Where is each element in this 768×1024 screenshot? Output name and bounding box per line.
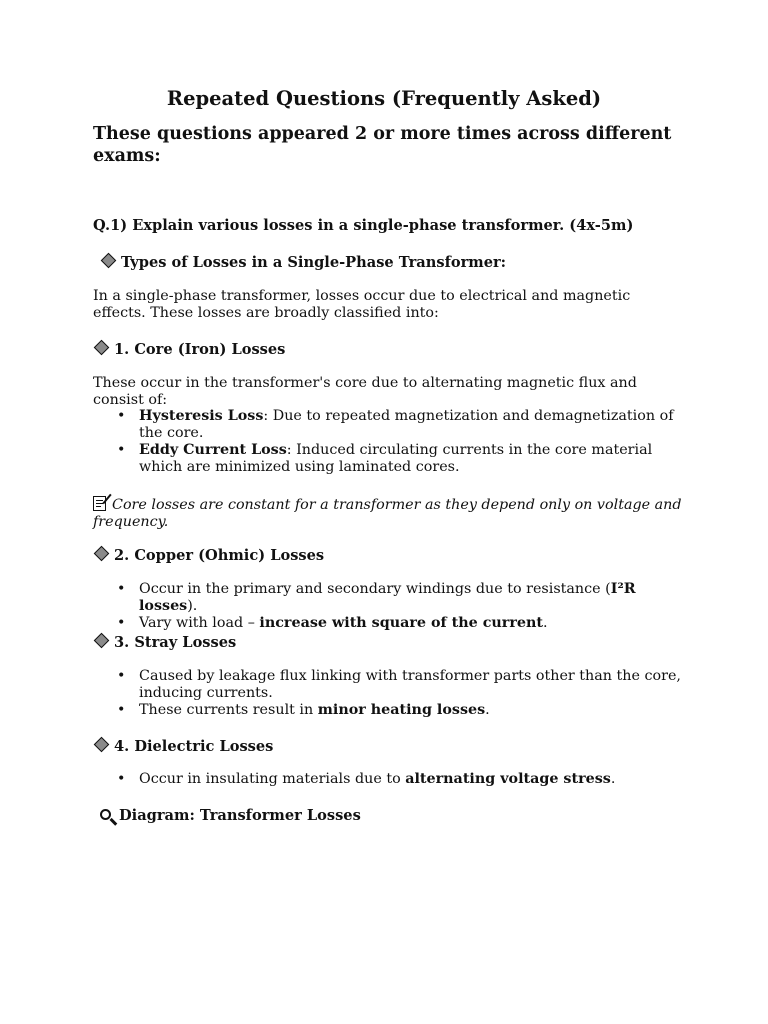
list-item bbox=[93, 668, 683, 702]
intro-paragraph: In a single-phase transformer, losses occur due to electrical and magnetic effects. These losses are broadly classified into: bbox=[93, 288, 631, 321]
dielectric-item1-text: Occur in insulating materials due to bbox=[139, 771, 406, 787]
core-losses-heading bbox=[93, 340, 285, 360]
diamond-icon bbox=[94, 737, 110, 753]
list-item bbox=[93, 442, 683, 476]
diamond-icon bbox=[94, 340, 110, 356]
copper-item1-text: Occur in the primary and secondary windings due to resistance ( bbox=[139, 581, 611, 597]
types-heading bbox=[100, 253, 506, 273]
core-losses-heading-text: 1. Core (Iron) Losses bbox=[114, 341, 286, 358]
stray-item1-text: Caused by leakage flux linking with transformer parts other than the core, inducing currents. bbox=[139, 668, 681, 701]
list-item bbox=[93, 581, 683, 615]
bullet: • bbox=[117, 668, 126, 684]
stray-losses-heading-text: 3. Stray Losses bbox=[114, 634, 237, 651]
page-subtitle: These questions appeared 2 or more times across different exams: bbox=[93, 124, 672, 166]
copper-losses-list bbox=[93, 581, 683, 632]
copper-item2-text: Vary with load – bbox=[139, 615, 260, 631]
copper-item2-end: . bbox=[542, 615, 548, 631]
diagram-heading-text: Diagram: Transformer Losses bbox=[119, 807, 361, 824]
hysteresis-text: : Due to repeated magnetization and demagnetization of the core. bbox=[139, 408, 674, 441]
stray-item2-bold: minor heating losses bbox=[317, 702, 486, 718]
copper-item1-bold: I²R losses bbox=[139, 581, 636, 614]
copper-item1-end: ). bbox=[187, 598, 198, 614]
core-losses-list bbox=[93, 408, 683, 476]
stray-losses-list bbox=[93, 668, 683, 719]
dielectric-losses-heading bbox=[93, 737, 273, 757]
search-icon bbox=[100, 809, 111, 820]
eddy-current-text: : Induced circulating currents in the core material which are minimized using laminated cores. bbox=[139, 442, 653, 475]
dielectric-losses-heading-text: 4. Dielectric Losses bbox=[114, 738, 274, 755]
stray-item2-text: These currents result in bbox=[139, 702, 318, 718]
bullet: • bbox=[117, 702, 126, 718]
hysteresis-term: Hysteresis Loss bbox=[139, 408, 264, 424]
bullet: • bbox=[117, 615, 126, 631]
dielectric-item1-end: . bbox=[610, 771, 616, 787]
copper-item2-bold: increase with square of the current bbox=[259, 615, 543, 631]
list-item bbox=[93, 771, 683, 788]
list-item bbox=[93, 615, 683, 632]
stray-losses-heading bbox=[93, 633, 236, 653]
dielectric-losses-list bbox=[93, 771, 683, 788]
question-heading: Q.1) Explain various losses in a single-phase transformer. (4x-5m) bbox=[93, 217, 634, 234]
core-losses-note bbox=[93, 494, 683, 531]
copper-losses-heading-text: 2. Copper (Ohmic) Losses bbox=[114, 547, 325, 564]
types-heading-text: Types of Losses in a Single-Phase Transformer: bbox=[121, 254, 507, 271]
bullet: • bbox=[117, 581, 126, 597]
bullet: • bbox=[117, 408, 126, 424]
bullet: • bbox=[117, 771, 126, 787]
diagram-heading bbox=[100, 806, 361, 826]
dielectric-item1-bold: alternating voltage stress bbox=[405, 771, 611, 787]
page-title: Repeated Questions (Frequently Asked) bbox=[166, 87, 602, 110]
copper-losses-heading bbox=[93, 546, 324, 566]
diamond-icon bbox=[94, 546, 110, 562]
diamond-icon bbox=[101, 253, 117, 269]
core-losses-note-text: Core losses are constant for a transformer as they depend only on voltage and frequency. bbox=[93, 497, 682, 530]
bullet: • bbox=[117, 442, 126, 458]
list-item bbox=[93, 702, 683, 719]
diamond-icon bbox=[94, 633, 110, 649]
list-item bbox=[93, 408, 683, 442]
core-description: These occur in the transformer's core due to alternating magnetic flux and consist of: bbox=[93, 375, 637, 408]
memo-icon bbox=[93, 496, 106, 511]
stray-item2-end: . bbox=[485, 702, 490, 718]
eddy-current-term: Eddy Current Loss bbox=[139, 442, 287, 458]
